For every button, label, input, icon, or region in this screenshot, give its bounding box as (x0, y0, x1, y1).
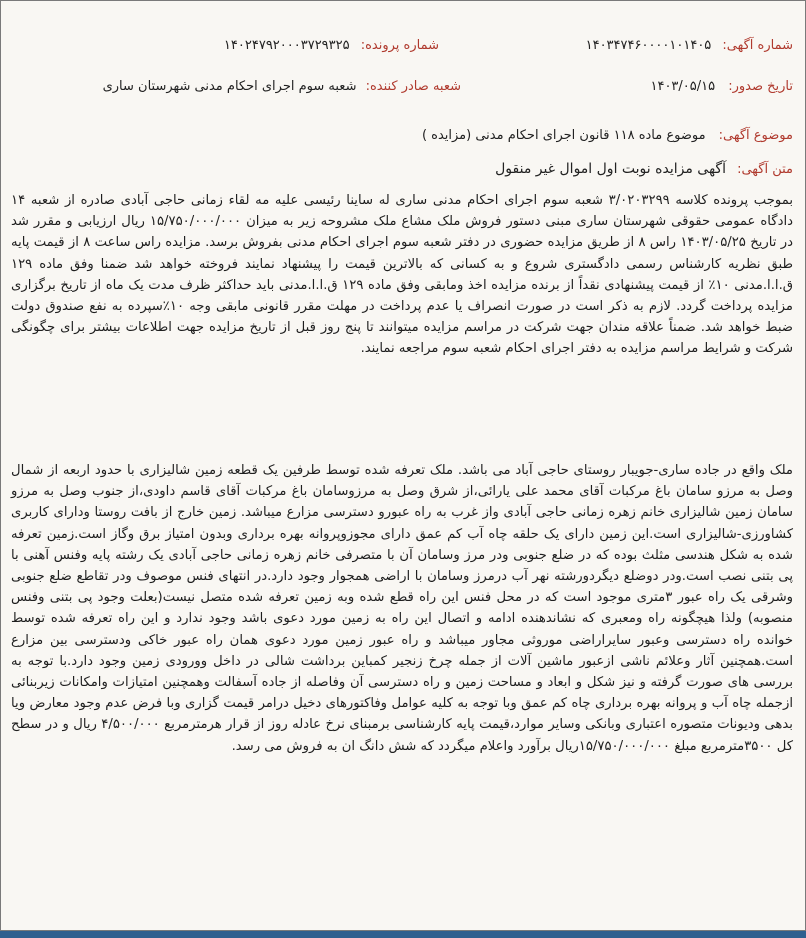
subject-value: موضوع ماده ۱۱۸ قانون اجرای احکام مدنی (مزایده ) (421, 128, 706, 143)
ad-number-row (586, 34, 793, 53)
ad-number-value: ۱۴۰۳۴۷۴۶۰۰۰۰۱۰۱۴۰۵ (585, 38, 712, 53)
ad-text-value: آگهی مزایده نوبت اول اموال غیر منقول (495, 161, 726, 177)
ad-number-label: شماره آگهی: (722, 38, 793, 53)
issue-date-label: تاریخ صدور: (728, 79, 793, 94)
case-number-row (224, 34, 439, 53)
case-number-value: ۱۴۰۲۴۷۹۲۰۰۰۳۷۲۹۳۲۵ (223, 38, 350, 53)
subject-label: موضوع آگهی: (718, 128, 793, 143)
issuer-value: شعبه سوم اجرای احکام مدنی شهرستان ساری (102, 79, 357, 94)
ad-text-row (495, 158, 793, 177)
issuer-row (103, 75, 461, 94)
subject-row (422, 124, 793, 143)
property-description-paragraph: ملک واقع در جاده ساری-جویبار روستای حاجی آباد می باشد. ملک تعرفه شده توسط طرفین یک قطعه زمین شالیزاری با حدود اربعه از شمال وصل به مرزو سامان باغ مرکبات آقای محمد علی یارائی،از شرق وصل به مرزوسامان باغ مرکبات آقای قاسم داودی،از جنوب وصل به مرزو سامان زمین شالیزاری خانم زهره زمانی حاجی آبادی واز غرب به راه عبورو دسترسی مزارع میباشد. زمین خارج از بافت روستا ودارای کاربری کشاورزی-شالیزاری است.این زمین دارای یک حلقه چاه آب کم عمق دارای مجوزوپروانه بهره برداری وبدون امتیاز برق وگاز است.زمین تعرفه شده به شکل هندسی مثلث بوده که در ضلع جنوبی ودر مرز وسامان آن با متصرفی خانم زهره زمانی حاجی آبادی یک رشته پایه وفنس آهنی با پی بتنی نصب است.ودر دوضلع دیگردورشته نهر آب درمرز وسامان با اراضی همجوار وجود دارد.در انتهای فنس موصوف ودر تقاطع ضلع جنوبی وشرقی یک راه عبور ۳متری موجود است که در محل فنس این راه قطع شده وبه زمین تعرفه شده متصل نیست(بعلت وجود پی بتنی وفنس منصوبه) ولذا هیچگونه راه ومعبری که نشاندهنده ادامه و اتصال این راه به زمین مورد دعوی باشد وجود ندارد و این راه تعرفه شده توسط خوانده راه دسترسی وعبور سایراراضی موروثی مجاور میباشد و راه عبور زمین مورد دعوی همان راه عبور خاکی ودسترسی بین مزارع است.همچنین آثار وعلائم ناشی ازعبور ماشین آلات از جمله چرخ زنجیر کمباین برداشت شالی در داخل وورودی زمین وجود دارد.با توجه به بررسی های صورت گرفته و نیز شکل و ابعاد و مساحت زمین و راه دسترسی آن وفاصله از جاده آسفالت وهمچنین امتیازات وامکانات زیربنائی ازجمله چاه آب و پروانه بهره برداری چاه کم عمق وبا توجه به کلیه عوامل وفاکتورهای دخیل درامر قیمت گزاری وبا فرض عدم وجود معارض ویا بدهی ودیونات متصوره اعتباری وبانکی وسایر موارد،قیمت پایه کارشناسی برمبنای نرخ عادله روز از قرار هرمترمربع ۴/۵۰۰/۰۰۰ ریال و در سطح کل ۳۵۰۰مترمربع مبلغ ۱۵/۷۵۰/۰۰۰/۰۰۰ریال برآورد واعلام میگردد که شش دانگ ان به فروش می رسد. (11, 463, 794, 754)
bottom-bar (0, 931, 806, 938)
issuer-label: شعبه صادر کننده: (365, 79, 461, 94)
issue-date-value: ۱۴۰۳/۰۵/۱۵ (650, 79, 716, 94)
issue-date-row (650, 75, 793, 94)
ad-text-label: متن آگهی: (737, 162, 793, 177)
case-number-label: شماره پرونده: (360, 38, 439, 53)
auction-paragraph: بموجب پرونده کلاسه ۳/۰۲۰۳۲۹۹ شعبه سوم اجرای احکام مدنی ساری له ساینا رئیسی علیه مه لقاء زمانی حاجی آبادی صادره از شعبه ۱۴ دادگاه عمومی حقوقی شهرستان ساری مبنی دستور فروش ملک مشاع ملک مشروحه زیر به میزان ۱۵/۷۵۰/۰۰۰/۰۰۰ ریال ارزیابی و مقرر شد در تاریخ ۱۴۰۳/۰۵/۲۵ راس ۸ از طریق مزایده حضوری در دفتر شعبه سوم اجرای احکام مدنی بفروش برسد. مزایده راس ساعت ۸ از قیمت پایه طبق نظریه کارشناس رسمی دادگستری شروع و به کسانی که بالاترین قیمت را پیشنهاد نمایند فروخته خواهد شد ضمنا وفق ماده ۱۲۹ ق.ا.ا.مدنی ۱۰٪ از قیمت پیشنهادی نقداً از برنده مزایده اخذ ومابقی وفق ماده ۱۲۹ ق.ا.ا.مدنی باید حداکثر ظرف مدت یک ماه از تاریخ برگزاری مزایده پرداخت گردد. لازم به ذکر است در صورت انصراف یا عدم پرداخت در مهلت مقرر قانونی مابقی وجه ۱۰٪سپرده به نفع صندوق دولت ضبط خواهد شد. ضمناً علاقه مندان جهت شرکت در مراسم مزایده میتوانند تا پنج روز قبل از تاریخ مزایده جهت اطلاعات بیشتر برای چگونگی شرکت و شرایط مراسم مزایده به دفتر اجرای احکام شعبه سوم مراجعه نمایند. (11, 193, 793, 357)
